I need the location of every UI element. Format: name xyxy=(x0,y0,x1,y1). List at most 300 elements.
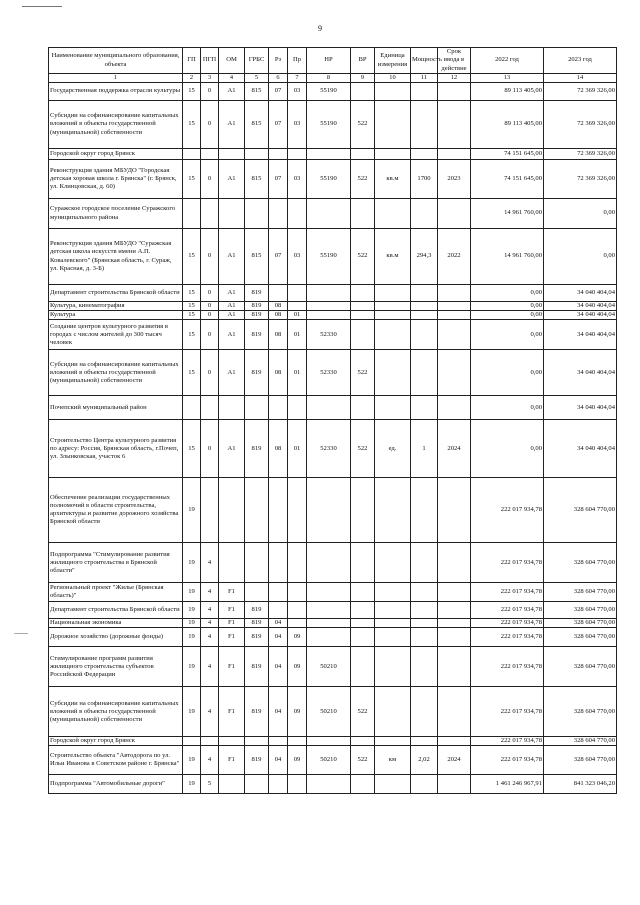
cell-pgp xyxy=(201,737,219,746)
cell-amount-2022: 222 017 934,78 xyxy=(471,602,544,619)
cell-amount-2022: 0,00 xyxy=(471,302,544,311)
cell-unit xyxy=(375,101,411,149)
cell-om: F1 xyxy=(219,687,245,737)
cell-capacity xyxy=(411,775,438,794)
cell-pgp: 4 xyxy=(201,602,219,619)
cell-amount-2023: 328 604 770,00 xyxy=(544,647,617,687)
header-commission-year: Срок ввода в действие xyxy=(438,48,471,74)
cell-capacity xyxy=(411,647,438,687)
cell-om: F1 xyxy=(219,628,245,647)
cell-capacity xyxy=(411,543,438,583)
cell-pr xyxy=(288,285,307,302)
header-pr: Пр xyxy=(288,48,307,74)
cell-unit xyxy=(375,619,411,628)
cell-gp: 15 xyxy=(183,229,201,285)
cell-unit xyxy=(375,583,411,602)
cell-amount-2023: 34 040 404,04 xyxy=(544,311,617,320)
cell-pr: 03 xyxy=(288,229,307,285)
cell-rz: 04 xyxy=(269,628,288,647)
cell-grbs: 819 xyxy=(245,285,269,302)
cell-unit xyxy=(375,302,411,311)
cell-nr: 50210 xyxy=(307,746,351,775)
cell-pgp xyxy=(201,149,219,160)
cell-name: Городской округ город Брянск xyxy=(49,149,183,160)
cell-name: Строительство Центра культурного развития по адресу: Россия, Брянская область, г.Почеп, ул. Злынковская, участок 6 xyxy=(49,420,183,478)
scan-mark xyxy=(14,633,28,634)
cell-pgp xyxy=(201,396,219,420)
cell-pr xyxy=(288,396,307,420)
column-number: 14 xyxy=(544,74,617,83)
cell-rz: 04 xyxy=(269,647,288,687)
cell-commission-year xyxy=(438,199,471,229)
column-number: 4 xyxy=(219,74,245,83)
cell-pgp: 0 xyxy=(201,420,219,478)
cell-om: А1 xyxy=(219,420,245,478)
column-number: 7 xyxy=(288,74,307,83)
cell-name: Департамент строительства Брянской области xyxy=(49,285,183,302)
cell-amount-2023: 34 040 404,04 xyxy=(544,420,617,478)
cell-pgp: 4 xyxy=(201,628,219,647)
cell-gp: 15 xyxy=(183,83,201,101)
cell-unit: ед. xyxy=(375,420,411,478)
header-rz: Рз xyxy=(269,48,288,74)
cell-pr xyxy=(288,602,307,619)
cell-commission-year xyxy=(438,628,471,647)
cell-om: А1 xyxy=(219,229,245,285)
cell-nr xyxy=(307,311,351,320)
cell-amount-2023: 72 369 326,00 xyxy=(544,149,617,160)
cell-capacity xyxy=(411,628,438,647)
header-2023: 2023 год xyxy=(544,48,617,74)
cell-grbs: 819 xyxy=(245,420,269,478)
cell-grbs: 819 xyxy=(245,619,269,628)
cell-pgp: 0 xyxy=(201,285,219,302)
cell-gp: 19 xyxy=(183,619,201,628)
cell-capacity: 294,3 xyxy=(411,229,438,285)
cell-om: А1 xyxy=(219,350,245,396)
cell-rz xyxy=(269,775,288,794)
cell-vr: 522 xyxy=(351,420,375,478)
cell-pgp: 0 xyxy=(201,311,219,320)
cell-amount-2023: 34 040 404,04 xyxy=(544,320,617,350)
table-row xyxy=(49,647,617,687)
cell-vr xyxy=(351,775,375,794)
cell-amount-2022: 222 017 934,78 xyxy=(471,543,544,583)
cell-vr xyxy=(351,83,375,101)
column-number: 11 xyxy=(411,74,438,83)
cell-nr: 50210 xyxy=(307,647,351,687)
cell-nr xyxy=(307,199,351,229)
cell-name: Национальная экономика xyxy=(49,619,183,628)
cell-amount-2023: 328 604 770,00 xyxy=(544,583,617,602)
cell-nr: 55190 xyxy=(307,101,351,149)
cell-grbs xyxy=(245,149,269,160)
cell-grbs xyxy=(245,583,269,602)
cell-gp: 15 xyxy=(183,420,201,478)
table-row xyxy=(49,775,617,794)
cell-commission-year: 2022 xyxy=(438,229,471,285)
cell-amount-2022: 222 017 934,78 xyxy=(471,746,544,775)
cell-pgp xyxy=(201,478,219,543)
cell-capacity xyxy=(411,149,438,160)
cell-capacity xyxy=(411,311,438,320)
cell-gp: 15 xyxy=(183,302,201,311)
cell-gp: 15 xyxy=(183,160,201,199)
cell-grbs: 819 xyxy=(245,320,269,350)
cell-om: А1 xyxy=(219,160,245,199)
cell-om: А1 xyxy=(219,101,245,149)
cell-commission-year xyxy=(438,149,471,160)
cell-commission-year: 2024 xyxy=(438,746,471,775)
cell-vr: 522 xyxy=(351,160,375,199)
cell-unit xyxy=(375,311,411,320)
cell-om: А1 xyxy=(219,302,245,311)
header-pgp: ПГП xyxy=(201,48,219,74)
cell-name: Субсидии на софинансирование капитальных вложений в объекты государственной (муниципальной) собственности xyxy=(49,101,183,149)
cell-commission-year xyxy=(438,687,471,737)
cell-rz xyxy=(269,543,288,583)
table-row xyxy=(49,320,617,350)
table-row xyxy=(49,420,617,478)
cell-pgp: 4 xyxy=(201,583,219,602)
cell-gp: 19 xyxy=(183,628,201,647)
cell-om: А1 xyxy=(219,83,245,101)
cell-capacity xyxy=(411,602,438,619)
cell-nr xyxy=(307,478,351,543)
cell-amount-2022: 74 151 645,00 xyxy=(471,149,544,160)
cell-nr xyxy=(307,285,351,302)
cell-pr: 09 xyxy=(288,628,307,647)
cell-vr xyxy=(351,543,375,583)
cell-vr xyxy=(351,199,375,229)
cell-unit: кв.м xyxy=(375,229,411,285)
cell-vr xyxy=(351,285,375,302)
cell-amount-2023: 34 040 404,04 xyxy=(544,350,617,396)
cell-unit xyxy=(375,83,411,101)
cell-nr xyxy=(307,302,351,311)
cell-rz: 04 xyxy=(269,687,288,737)
cell-om: F1 xyxy=(219,619,245,628)
cell-gp: 19 xyxy=(183,583,201,602)
cell-grbs: 819 xyxy=(245,647,269,687)
column-number: 2 xyxy=(183,74,201,83)
cell-unit xyxy=(375,320,411,350)
cell-amount-2023: 328 604 770,00 xyxy=(544,602,617,619)
header-grbs: ГРБС xyxy=(245,48,269,74)
cell-commission-year xyxy=(438,737,471,746)
cell-commission-year xyxy=(438,543,471,583)
table-row xyxy=(49,543,617,583)
table-row xyxy=(49,229,617,285)
cell-amount-2022: 1 461 246 967,91 xyxy=(471,775,544,794)
scan-mark xyxy=(22,6,62,7)
page-number: 9 xyxy=(318,24,322,33)
cell-rz xyxy=(269,602,288,619)
cell-commission-year xyxy=(438,302,471,311)
cell-grbs: 819 xyxy=(245,687,269,737)
cell-nr: 55190 xyxy=(307,160,351,199)
cell-amount-2023: 328 604 770,00 xyxy=(544,619,617,628)
cell-amount-2023: 328 604 770,00 xyxy=(544,746,617,775)
cell-nr xyxy=(307,583,351,602)
cell-commission-year xyxy=(438,602,471,619)
cell-capacity xyxy=(411,285,438,302)
cell-gp: 19 xyxy=(183,647,201,687)
cell-capacity xyxy=(411,320,438,350)
cell-name: Региональный проект "Жилье (Брянская область)" xyxy=(49,583,183,602)
cell-amount-2022: 0,00 xyxy=(471,311,544,320)
cell-vr xyxy=(351,619,375,628)
cell-capacity xyxy=(411,583,438,602)
table-row xyxy=(49,302,617,311)
cell-commission-year xyxy=(438,583,471,602)
cell-om: А1 xyxy=(219,320,245,350)
cell-nr: 55190 xyxy=(307,83,351,101)
cell-name: Суражское городское поселение Суражского муниципального района xyxy=(49,199,183,229)
cell-amount-2022: 14 961 760,00 xyxy=(471,229,544,285)
cell-grbs xyxy=(245,775,269,794)
table-row xyxy=(49,101,617,149)
cell-name: Государственная поддержка отрасли культуры xyxy=(49,83,183,101)
cell-capacity xyxy=(411,619,438,628)
cell-amount-2023: 0,00 xyxy=(544,229,617,285)
table-row xyxy=(49,285,617,302)
cell-rz: 04 xyxy=(269,619,288,628)
cell-grbs xyxy=(245,543,269,583)
cell-nr xyxy=(307,396,351,420)
header-2022: 2022 год xyxy=(471,48,544,74)
cell-commission-year xyxy=(438,775,471,794)
cell-grbs: 819 xyxy=(245,302,269,311)
cell-gp: 19 xyxy=(183,687,201,737)
cell-grbs: 819 xyxy=(245,350,269,396)
cell-pgp xyxy=(201,199,219,229)
header-unit: Единица измерения xyxy=(375,48,411,74)
cell-pr: 01 xyxy=(288,420,307,478)
cell-commission-year xyxy=(438,647,471,687)
table-row xyxy=(49,149,617,160)
cell-nr xyxy=(307,602,351,619)
cell-amount-2022: 14 961 760,00 xyxy=(471,199,544,229)
cell-om: F1 xyxy=(219,602,245,619)
cell-capacity xyxy=(411,302,438,311)
cell-amount-2023: 34 040 404,04 xyxy=(544,302,617,311)
cell-amount-2023: 72 369 326,00 xyxy=(544,83,617,101)
cell-vr xyxy=(351,628,375,647)
table-row xyxy=(49,83,617,101)
cell-vr: 522 xyxy=(351,229,375,285)
cell-om: F1 xyxy=(219,746,245,775)
cell-rz xyxy=(269,478,288,543)
cell-nr xyxy=(307,149,351,160)
cell-name: Стимулирование программ развития жилищного строительства субъектов Российской Федерации xyxy=(49,647,183,687)
cell-gp: 15 xyxy=(183,311,201,320)
cell-gp: 19 xyxy=(183,543,201,583)
cell-gp xyxy=(183,149,201,160)
cell-rz xyxy=(269,285,288,302)
cell-pr: 01 xyxy=(288,320,307,350)
cell-unit: км xyxy=(375,746,411,775)
cell-gp xyxy=(183,396,201,420)
cell-om xyxy=(219,396,245,420)
cell-amount-2022: 222 017 934,78 xyxy=(471,647,544,687)
cell-gp: 19 xyxy=(183,746,201,775)
cell-commission-year xyxy=(438,83,471,101)
table-header xyxy=(49,48,617,83)
cell-capacity: 1 xyxy=(411,420,438,478)
column-number: 3 xyxy=(201,74,219,83)
cell-commission-year: 2024 xyxy=(438,420,471,478)
cell-nr: 52330 xyxy=(307,320,351,350)
cell-gp: 19 xyxy=(183,602,201,619)
cell-om xyxy=(219,149,245,160)
header-vr: ВР xyxy=(351,48,375,74)
cell-amount-2022: 0,00 xyxy=(471,320,544,350)
cell-grbs: 819 xyxy=(245,602,269,619)
cell-name: Дорожное хозяйство (дорожные фонды) xyxy=(49,628,183,647)
cell-amount-2023: 328 604 770,00 xyxy=(544,543,617,583)
cell-commission-year: 2023 xyxy=(438,160,471,199)
cell-pgp: 4 xyxy=(201,543,219,583)
cell-pr xyxy=(288,583,307,602)
cell-unit xyxy=(375,199,411,229)
cell-nr xyxy=(307,619,351,628)
cell-nr: 55190 xyxy=(307,229,351,285)
cell-unit xyxy=(375,602,411,619)
cell-amount-2022: 222 017 934,78 xyxy=(471,687,544,737)
cell-om: F1 xyxy=(219,647,245,687)
cell-unit xyxy=(375,285,411,302)
cell-name: Обеспечение реализации государственных полномочий в области строительства, архитектуры и развитие дорожного хозяйства Брянской области xyxy=(49,478,183,543)
cell-unit xyxy=(375,350,411,396)
cell-nr: 52330 xyxy=(307,350,351,396)
cell-grbs xyxy=(245,396,269,420)
column-number: 6 xyxy=(269,74,288,83)
cell-capacity xyxy=(411,737,438,746)
cell-vr xyxy=(351,149,375,160)
cell-name: Реконструкция здания МБУДО "Городская детская хоровая школа г. Брянска" (г. Брянск, ул. Клинцовская, д. 60) xyxy=(49,160,183,199)
cell-amount-2023: 34 040 404,04 xyxy=(544,285,617,302)
cell-commission-year xyxy=(438,320,471,350)
cell-om xyxy=(219,478,245,543)
cell-vr: 522 xyxy=(351,350,375,396)
cell-om: А1 xyxy=(219,311,245,320)
cell-pr xyxy=(288,302,307,311)
cell-pr: 09 xyxy=(288,746,307,775)
table-row xyxy=(49,311,617,320)
cell-om xyxy=(219,543,245,583)
cell-amount-2023: 72 369 326,00 xyxy=(544,101,617,149)
cell-pgp: 0 xyxy=(201,160,219,199)
table-body xyxy=(49,83,617,794)
cell-pr: 03 xyxy=(288,83,307,101)
table-row xyxy=(49,478,617,543)
cell-om: F1 xyxy=(219,583,245,602)
cell-rz: 08 xyxy=(269,302,288,311)
cell-amount-2022: 0,00 xyxy=(471,396,544,420)
cell-pr: 09 xyxy=(288,687,307,737)
cell-amount-2022: 74 151 645,00 xyxy=(471,160,544,199)
cell-gp: 15 xyxy=(183,101,201,149)
cell-vr xyxy=(351,320,375,350)
cell-vr xyxy=(351,737,375,746)
cell-grbs xyxy=(245,737,269,746)
cell-capacity: 2,02 xyxy=(411,746,438,775)
cell-amount-2023: 328 604 770,00 xyxy=(544,687,617,737)
cell-name: Департамент строительства Брянской области xyxy=(49,602,183,619)
cell-vr xyxy=(351,583,375,602)
cell-pr: 03 xyxy=(288,160,307,199)
cell-grbs: 815 xyxy=(245,83,269,101)
cell-commission-year xyxy=(438,101,471,149)
cell-pr: 01 xyxy=(288,311,307,320)
cell-vr xyxy=(351,602,375,619)
cell-nr: 52330 xyxy=(307,420,351,478)
cell-unit: кв.м xyxy=(375,160,411,199)
cell-grbs: 819 xyxy=(245,746,269,775)
table-row xyxy=(49,199,617,229)
table-row xyxy=(49,737,617,746)
cell-pgp: 5 xyxy=(201,775,219,794)
table-row xyxy=(49,396,617,420)
cell-amount-2022: 89 113 405,00 xyxy=(471,101,544,149)
cell-commission-year xyxy=(438,478,471,543)
column-number: 5 xyxy=(245,74,269,83)
table-row xyxy=(49,619,617,628)
cell-amount-2023: 328 604 770,00 xyxy=(544,478,617,543)
cell-gp: 19 xyxy=(183,775,201,794)
table-row xyxy=(49,628,617,647)
cell-pr xyxy=(288,199,307,229)
cell-capacity xyxy=(411,101,438,149)
cell-name: Подпрограмма "Автомобильные дороги" xyxy=(49,775,183,794)
cell-name: Строительство объекта "Автодорога по ул. Ильи Иванова в Советском районе г. Брянска" xyxy=(49,746,183,775)
cell-pr xyxy=(288,737,307,746)
cell-pr xyxy=(288,478,307,543)
cell-rz xyxy=(269,149,288,160)
cell-pgp: 0 xyxy=(201,302,219,311)
cell-gp: 15 xyxy=(183,285,201,302)
cell-name: Субсидии на софинансирование капитальных вложений в объекты государственной (муниципальной) собственности xyxy=(49,350,183,396)
cell-unit xyxy=(375,647,411,687)
cell-pr: 01 xyxy=(288,350,307,396)
cell-grbs: 815 xyxy=(245,160,269,199)
cell-pgp: 0 xyxy=(201,229,219,285)
header-nr: НР xyxy=(307,48,351,74)
table-row xyxy=(49,583,617,602)
cell-pgp: 0 xyxy=(201,101,219,149)
cell-capacity xyxy=(411,83,438,101)
cell-capacity: 1700 xyxy=(411,160,438,199)
column-number: 9 xyxy=(351,74,375,83)
cell-grbs xyxy=(245,478,269,543)
cell-capacity xyxy=(411,478,438,543)
cell-name: Субсидии на софинансирование капитальных вложений в объекты государственной (муниципальной) собственности xyxy=(49,687,183,737)
cell-gp: 15 xyxy=(183,350,201,396)
cell-unit xyxy=(375,737,411,746)
cell-om xyxy=(219,737,245,746)
cell-amount-2022: 222 017 934,78 xyxy=(471,619,544,628)
cell-om xyxy=(219,199,245,229)
cell-rz: 08 xyxy=(269,320,288,350)
cell-rz: 08 xyxy=(269,311,288,320)
cell-name: Культура xyxy=(49,311,183,320)
column-number: 10 xyxy=(375,74,411,83)
cell-amount-2022: 222 017 934,78 xyxy=(471,628,544,647)
cell-vr: 522 xyxy=(351,101,375,149)
cell-pgp: 4 xyxy=(201,687,219,737)
cell-nr xyxy=(307,543,351,583)
